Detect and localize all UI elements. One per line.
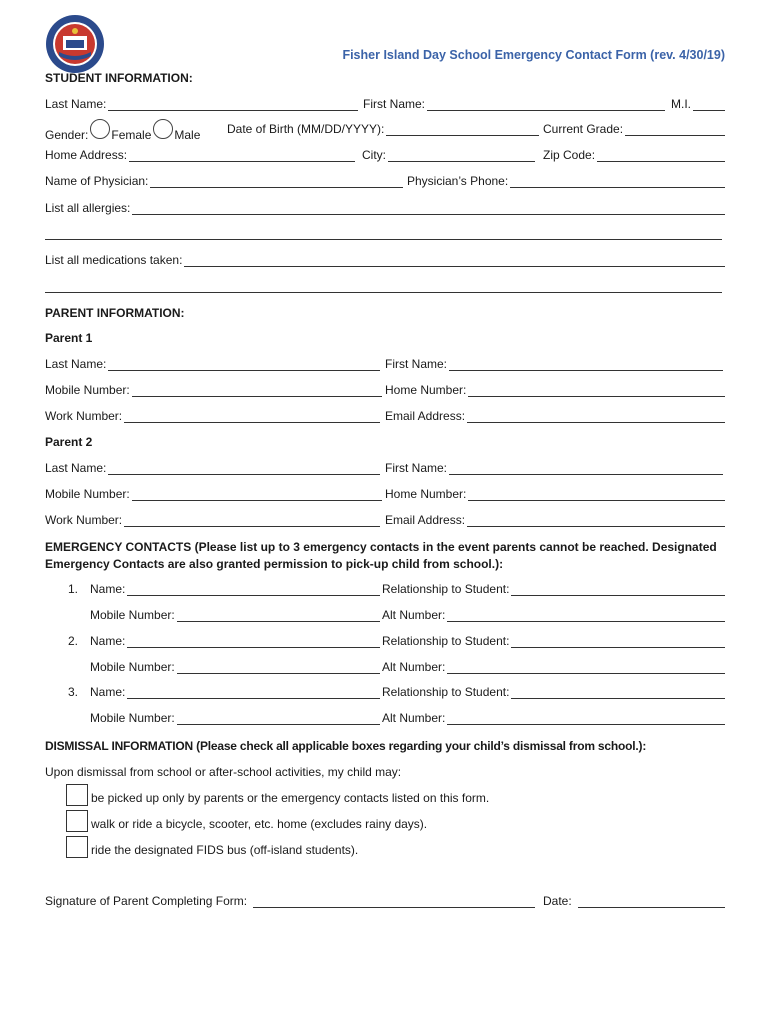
allergies-field[interactable] <box>132 202 725 215</box>
contact-3-number: 3. <box>68 685 79 699</box>
student-name-row: Last Name: First Name: M.I. <box>45 97 725 113</box>
parent1-home-field[interactable] <box>468 384 725 397</box>
contact2-name-field[interactable] <box>127 635 380 648</box>
contact2-relationship-field[interactable] <box>511 635 725 648</box>
dismissal-heading: DISMISSAL INFORMATION (Please check all applicable boxes regarding your child’s dismissal from school.): <box>45 739 647 753</box>
emergency-heading-line-2: Emergency Contacts are also granted permission to pick-up child from school.): <box>45 557 504 571</box>
physician-name-field[interactable] <box>150 175 403 188</box>
student-mi-field[interactable] <box>693 98 725 111</box>
contact3-alt-field[interactable] <box>447 712 725 725</box>
female-radio[interactable] <box>90 119 110 139</box>
parent1-name-row: Last Name: First Name: <box>45 357 725 373</box>
contact-2-number: 2. <box>68 634 79 648</box>
fids-seal-icon <box>45 14 105 74</box>
student-address-row: Home Address: City: Zip Code: <box>45 148 725 164</box>
parent1-email-field[interactable] <box>467 410 725 423</box>
parent2-work-field[interactable] <box>124 514 380 527</box>
medications-continuation-line[interactable] <box>45 291 722 293</box>
dob-field[interactable] <box>386 123 539 136</box>
signature-field[interactable] <box>253 895 535 908</box>
contact1-alt-field[interactable] <box>447 609 725 622</box>
parent-1-heading: Parent 1 <box>45 331 93 345</box>
male-radio[interactable] <box>153 119 173 139</box>
dismissal-option-2-label: walk or ride a bicycle, scooter, etc. home (excludes rainy days). <box>91 817 428 831</box>
parent2-phone-row: Mobile Number: Home Number: <box>45 487 725 503</box>
parent2-work-row: Work Number: Email Address: <box>45 513 725 529</box>
allergies-continuation-line[interactable] <box>45 238 722 240</box>
dismissal-option-3-checkbox[interactable] <box>66 836 88 858</box>
home-address-field[interactable] <box>129 149 355 162</box>
contact3-phone-row: Mobile Number: Alt Number: <box>90 711 725 727</box>
medications-row: List all medications taken: <box>45 253 725 269</box>
contact1-phone-row: Mobile Number: Alt Number: <box>90 608 725 624</box>
physician-phone-field[interactable] <box>510 175 725 188</box>
parent2-first-name-field[interactable] <box>449 462 723 475</box>
parent-2-heading: Parent 2 <box>45 435 93 449</box>
parent1-work-row: Work Number: Email Address: <box>45 409 725 425</box>
parent1-phone-row: Mobile Number: Home Number: <box>45 383 725 399</box>
dismissal-option-1-label: be picked up only by parents or the emergency contacts listed on this form. <box>91 791 490 805</box>
medications-field[interactable] <box>184 254 725 267</box>
dismissal-option-2-checkbox[interactable] <box>66 810 88 832</box>
dismissal-option-3-label: ride the designated FIDS bus (off-island students). <box>91 843 359 857</box>
parent2-last-name-field[interactable] <box>108 462 380 475</box>
contact3-name-field[interactable] <box>127 686 380 699</box>
parent1-work-field[interactable] <box>124 410 380 423</box>
parent2-mobile-field[interactable] <box>132 488 382 501</box>
zip-field[interactable] <box>597 149 725 162</box>
contact2-name-row: Name: Relationship to Student: <box>90 634 725 650</box>
contact-1-number: 1. <box>68 582 79 596</box>
contact1-name-field[interactable] <box>127 583 380 596</box>
student-last-name-field[interactable] <box>108 98 358 111</box>
allergies-row: List all allergies: <box>45 201 725 217</box>
signature-row: Signature of Parent Completing Form: Date: <box>45 894 725 910</box>
contact1-name-row: Name: Relationship to Student: <box>90 582 725 598</box>
contact3-relationship-field[interactable] <box>511 686 725 699</box>
contact2-mobile-field[interactable] <box>177 661 380 674</box>
dismissal-intro: Upon dismissal from school or after-school activities, my child may: <box>45 765 402 779</box>
contact2-alt-field[interactable] <box>447 661 725 674</box>
physician-row: Name of Physician: Physician’s Phone: <box>45 174 725 190</box>
signature-date-field[interactable] <box>578 895 725 908</box>
parent2-name-row: Last Name: First Name: <box>45 461 725 477</box>
form-title: Fisher Island Day School Emergency Contact Form (rev. 4/30/19) <box>342 48 725 62</box>
parent2-email-field[interactable] <box>467 514 725 527</box>
student-gender-row: Gender: Female Male Date of Birth (MM/DD/YYYY): Current Grade: <box>45 122 725 138</box>
city-field[interactable] <box>388 149 535 162</box>
grade-field[interactable] <box>625 123 725 136</box>
student-first-name-field[interactable] <box>427 98 665 111</box>
parent-info-heading: PARENT INFORMATION: <box>45 306 185 320</box>
contact2-phone-row: Mobile Number: Alt Number: <box>90 660 725 676</box>
parent1-first-name-field[interactable] <box>449 358 723 371</box>
emergency-heading-line-1: EMERGENCY CONTACTS (Please list up to 3 emergency contacts in the event parents cannot be reached. Designated <box>45 540 717 554</box>
parent1-mobile-field[interactable] <box>132 384 382 397</box>
contact3-name-row: Name: Relationship to Student: <box>90 685 725 701</box>
contact1-mobile-field[interactable] <box>177 609 380 622</box>
contact1-relationship-field[interactable] <box>511 583 725 596</box>
parent2-home-field[interactable] <box>468 488 725 501</box>
contact3-mobile-field[interactable] <box>177 712 380 725</box>
dismissal-option-1-checkbox[interactable] <box>66 784 88 806</box>
parent1-last-name-field[interactable] <box>108 358 380 371</box>
student-info-heading: STUDENT INFORMATION: <box>45 71 193 85</box>
